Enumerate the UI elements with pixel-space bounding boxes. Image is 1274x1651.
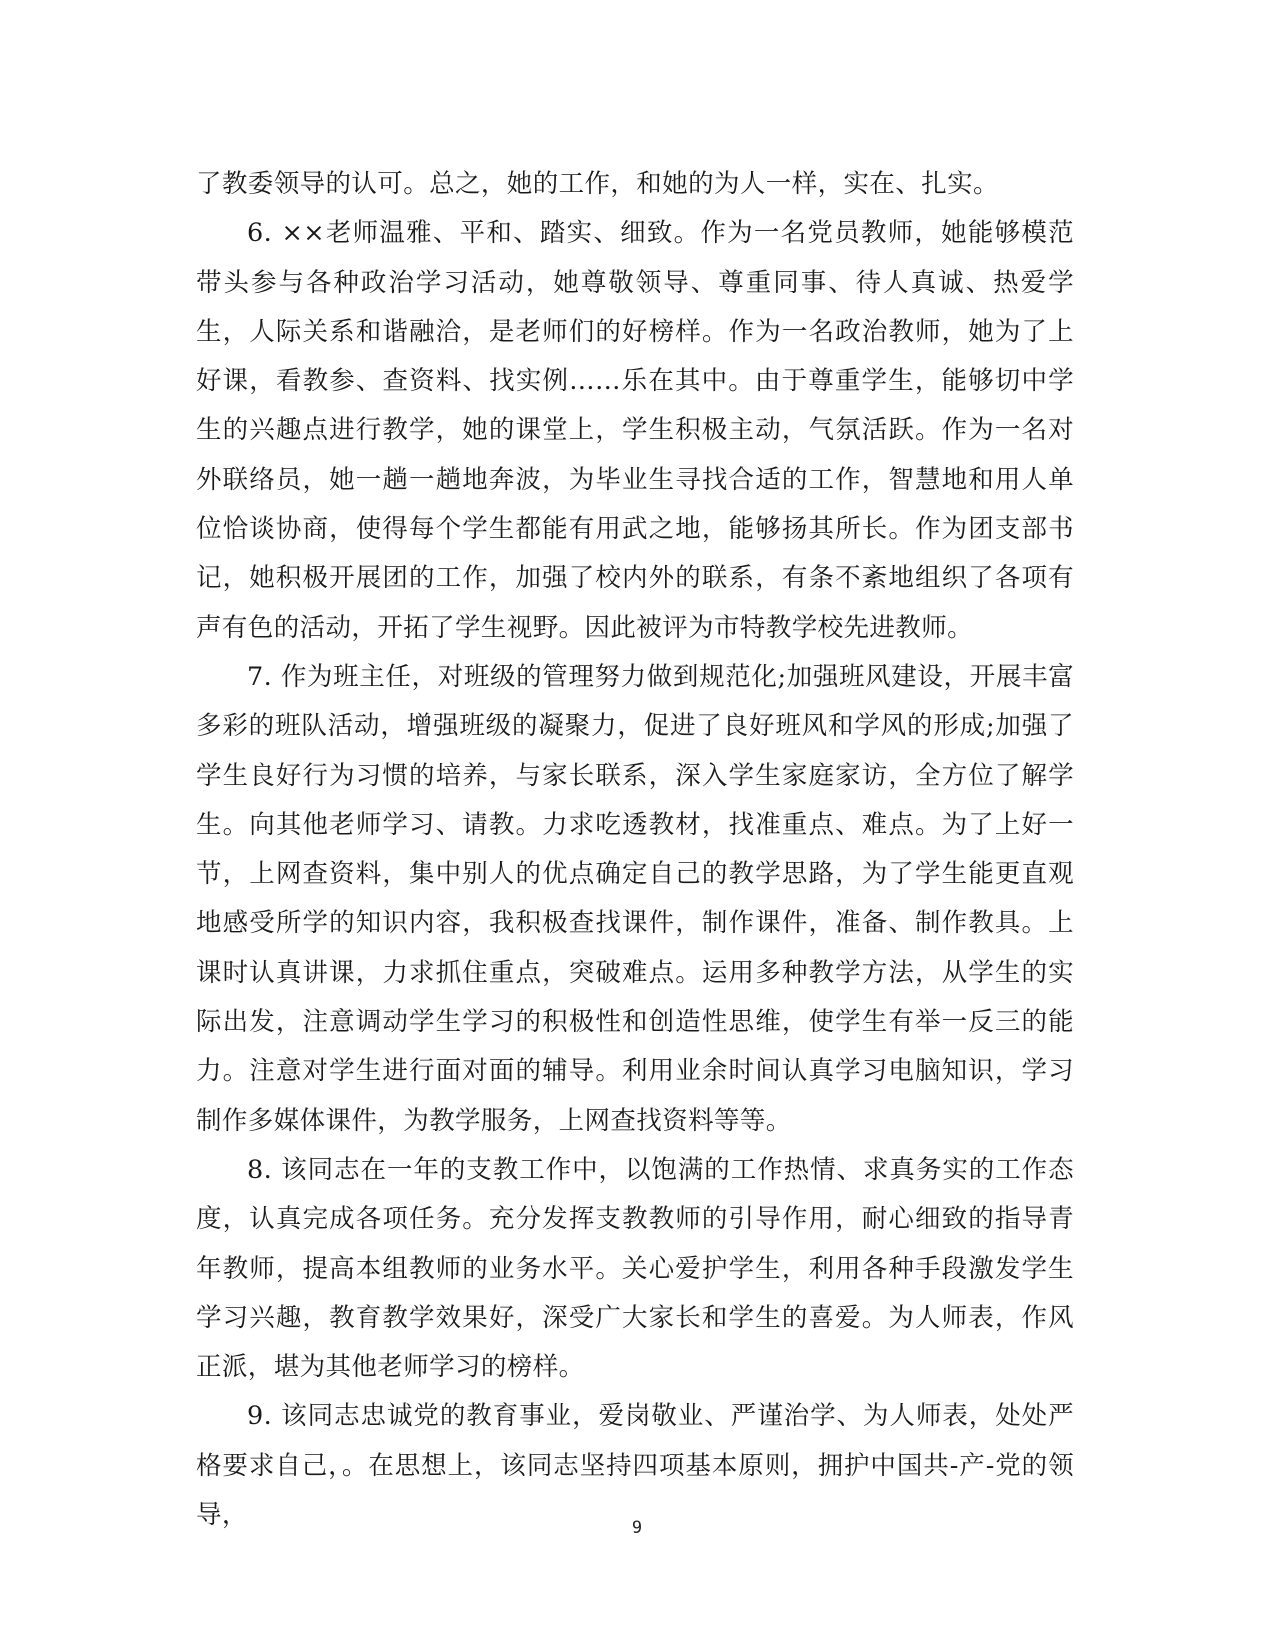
paragraph-item-8: 8. 该同志在一年的支教工作中，以饱满的工作热情、求真务实的工作态度，认真完成各项任务。充分发挥支教教师的引导作用，耐心细致的指导青年教师，提高本组教师的业务水平。关心爱护学生，利用各种手段激发学生学习兴趣，教育教学效果好，深受广大家长和学生的喜爱。为人师表，作风正派，堪为其他老师学习的榜样。: [196, 1154, 1074, 1383]
page-number: 9: [631, 1518, 643, 1538]
document-body: [196, 160, 1074, 1540]
paragraph-item-9: 9. 该同志忠诚党的教育事业，爱岗敬业、严谨治学、为人师表，处处严格要求自己，。在思想上，该同志坚持四项基本原则，拥护中国共-产-党的领导，: [196, 1401, 1074, 1531]
paragraph-item-7: 7. 作为班主任，对班级的管理努力做到规范化;加强班风建设，开展丰富多彩的班队活动，增强班级的凝聚力，促进了良好班风和学风的形成;加强了学生良好行为习惯的培养，与家长联系，深入学生家庭家访，全方位了解学生。向其他老师学习、请教。力求吃透教材，找准重点、难点。为了上好一节，上网查资料，集中别人的优点确定自己的教学思路，为了学生能更直观地感受所学的知识内容，我积极查找课件，制作课件，准备、制作教具。上课时认真讲课，力求抓住重点，突破难点。运用多种教学方法，从学生的实际出发，注意调动学生学习的积极性和创造性思维，使学生有举一反三的能力。注意对学生进行面对面的辅导。利用业余时间认真学习电脑知识，学习制作多媒体课件，为教学服务，上网查找资料等等。: [196, 661, 1074, 1136]
paragraph-continuation: 了教委领导的认可。总之，她的工作，和她的为人一样，实在、扎实。: [196, 169, 999, 199]
paragraph-item-6: 6. ××老师温雅、平和、踏实、细致。作为一名党员教师，她能够模范带头参与各种政治学习活动，她尊敬领导、尊重同事、待人真诚、热爱学生，人际关系和谐融洽，是老师们的好榜样。作为一名政治教师，她为了上好课，看教参、查资料、找实例……乐在其中。由于尊重学生，能够切中学生的兴趣点进行教学，她的课堂上，学生积极主动，气氛活跃。作为一名对外联络员，她一趟一趟地奔波，为毕业生寻找合适的工作，智慧地和用人单位恰谈协商，使得每个学生都能有用武之地，能够扬其所长。作为团支部书记，她积极开展团的工作，加强了校内外的联系，有条不紊地组织了各项有声有色的活动，开拓了学生视野。因此被评为市特教学校先进教师。: [196, 218, 1074, 643]
